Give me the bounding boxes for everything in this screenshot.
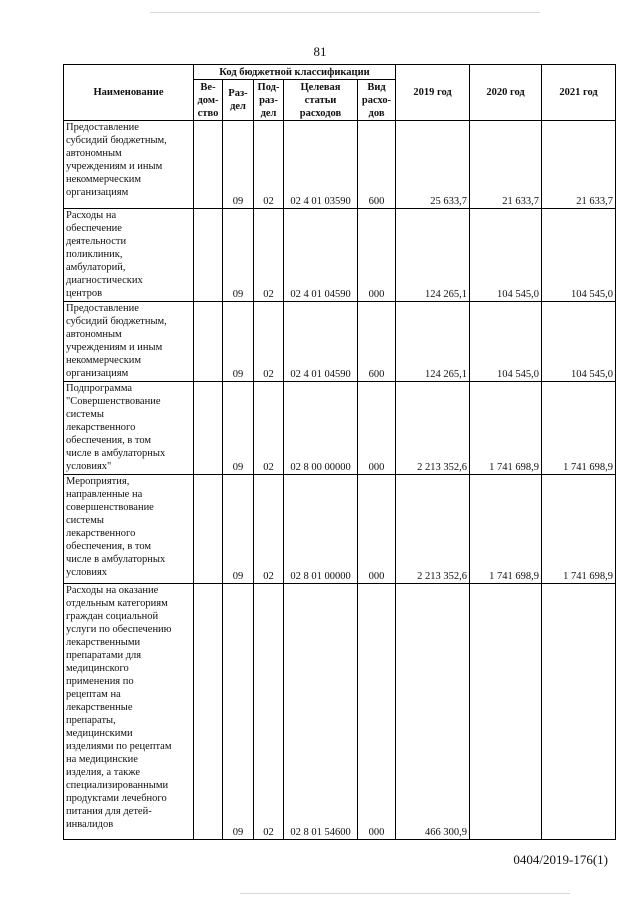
row-name: Расходы на обеспечение деятельности поликлиник, амбулаторий, диагностических центров — [64, 209, 194, 302]
row-razdel: 09 — [223, 382, 254, 475]
row-2020 — [470, 584, 542, 840]
header-2021: 2021 год — [542, 65, 616, 121]
table-row — [64, 475, 616, 584]
row-2021: 21 633,7 — [542, 121, 616, 209]
header-2019: 2019 год — [396, 65, 470, 121]
row-2019: 124 265,1 — [396, 302, 470, 382]
budget-table — [63, 64, 616, 840]
row-podrazdel: 02 — [254, 209, 284, 302]
row-razdel: 09 — [223, 209, 254, 302]
table-row — [64, 121, 616, 209]
row-podrazdel: 02 — [254, 302, 284, 382]
row-2019: 2 213 352,6 — [396, 475, 470, 584]
header-target: Целевая статьи расходов — [284, 80, 358, 121]
row-vid: 000 — [358, 209, 396, 302]
row-razdel: 09 — [223, 302, 254, 382]
header-name: Наименование — [64, 65, 194, 121]
row-2019: 25 633,7 — [396, 121, 470, 209]
table-row — [64, 302, 616, 382]
row-vedomstvo — [194, 584, 223, 840]
row-2019: 2 213 352,6 — [396, 382, 470, 475]
row-name: Мероприятия, направленные на совершенствование системы лекарственного обеспечения, в том числе в амбулаторных условиях — [64, 475, 194, 584]
row-vedomstvo — [194, 121, 223, 209]
row-vedomstvo — [194, 382, 223, 475]
row-2021 — [542, 584, 616, 840]
header-podrazdel: Под- раз- дел — [254, 80, 284, 121]
row-podrazdel: 02 — [254, 382, 284, 475]
table-row — [64, 584, 616, 840]
row-razdel: 09 — [223, 475, 254, 584]
row-2019: 466 300,9 — [396, 584, 470, 840]
row-name: Предоставление субсидий бюджетным, автономным учреждениям и иным некоммерческим организациям — [64, 302, 194, 382]
header-razdel: Раз- дел — [223, 80, 254, 121]
row-vid: 600 — [358, 302, 396, 382]
row-2019: 124 265,1 — [396, 209, 470, 302]
row-vid: 600 — [358, 121, 396, 209]
header-vid: Вид расхо- дов — [358, 80, 396, 121]
row-target: 02 8 00 00000 — [284, 382, 358, 475]
row-name: Расходы на оказание отдельным категориям граждан социальной услуги по обеспечению лекарственными препаратами для медицинского применения по рецептам на лекарственные препараты, медицинскими изделиями по рецептам на медицинские изделия, а также специализированными продуктами лечебного питания для детей- инвалидов — [64, 584, 194, 840]
row-target: 02 4 01 03590 — [284, 121, 358, 209]
row-razdel: 09 — [223, 584, 254, 840]
row-target: 02 8 01 54600 — [284, 584, 358, 840]
row-2020: 1 741 698,9 — [470, 475, 542, 584]
row-name: Подпрограмма "Совершенствование системы лекарственного обеспечения, в том числе в амбулаторных условиях" — [64, 382, 194, 475]
row-razdel: 09 — [223, 121, 254, 209]
table-row — [64, 209, 616, 302]
row-vedomstvo — [194, 209, 223, 302]
row-podrazdel: 02 — [254, 584, 284, 840]
row-2020: 104 545,0 — [470, 209, 542, 302]
row-target: 02 4 01 04590 — [284, 302, 358, 382]
header-2020: 2020 год — [470, 65, 542, 121]
row-2020: 1 741 698,9 — [470, 382, 542, 475]
row-podrazdel: 02 — [254, 121, 284, 209]
table-row — [64, 382, 616, 475]
row-vedomstvo — [194, 302, 223, 382]
row-podrazdel: 02 — [254, 475, 284, 584]
row-vid: 000 — [358, 475, 396, 584]
row-target: 02 4 01 04590 — [284, 209, 358, 302]
row-target: 02 8 01 00000 — [284, 475, 358, 584]
row-vedomstvo — [194, 475, 223, 584]
row-2020: 104 545,0 — [470, 302, 542, 382]
row-vid: 000 — [358, 584, 396, 840]
row-2021: 104 545,0 — [542, 302, 616, 382]
row-2021: 1 741 698,9 — [542, 475, 616, 584]
row-2020: 21 633,7 — [470, 121, 542, 209]
document-code: 0404/2019-176(1) — [513, 852, 608, 867]
header-vedomstvo: Ве- дом- ство — [194, 80, 223, 121]
row-2021: 104 545,0 — [542, 209, 616, 302]
row-2021: 1 741 698,9 — [542, 382, 616, 475]
header-classification-group: Код бюджетной классификации — [194, 65, 396, 80]
row-name: Предоставление субсидий бюджетным, автономным учреждениям и иным некоммерческим организациям — [64, 121, 194, 209]
page-number: 81 — [313, 44, 327, 59]
row-vid: 000 — [358, 382, 396, 475]
